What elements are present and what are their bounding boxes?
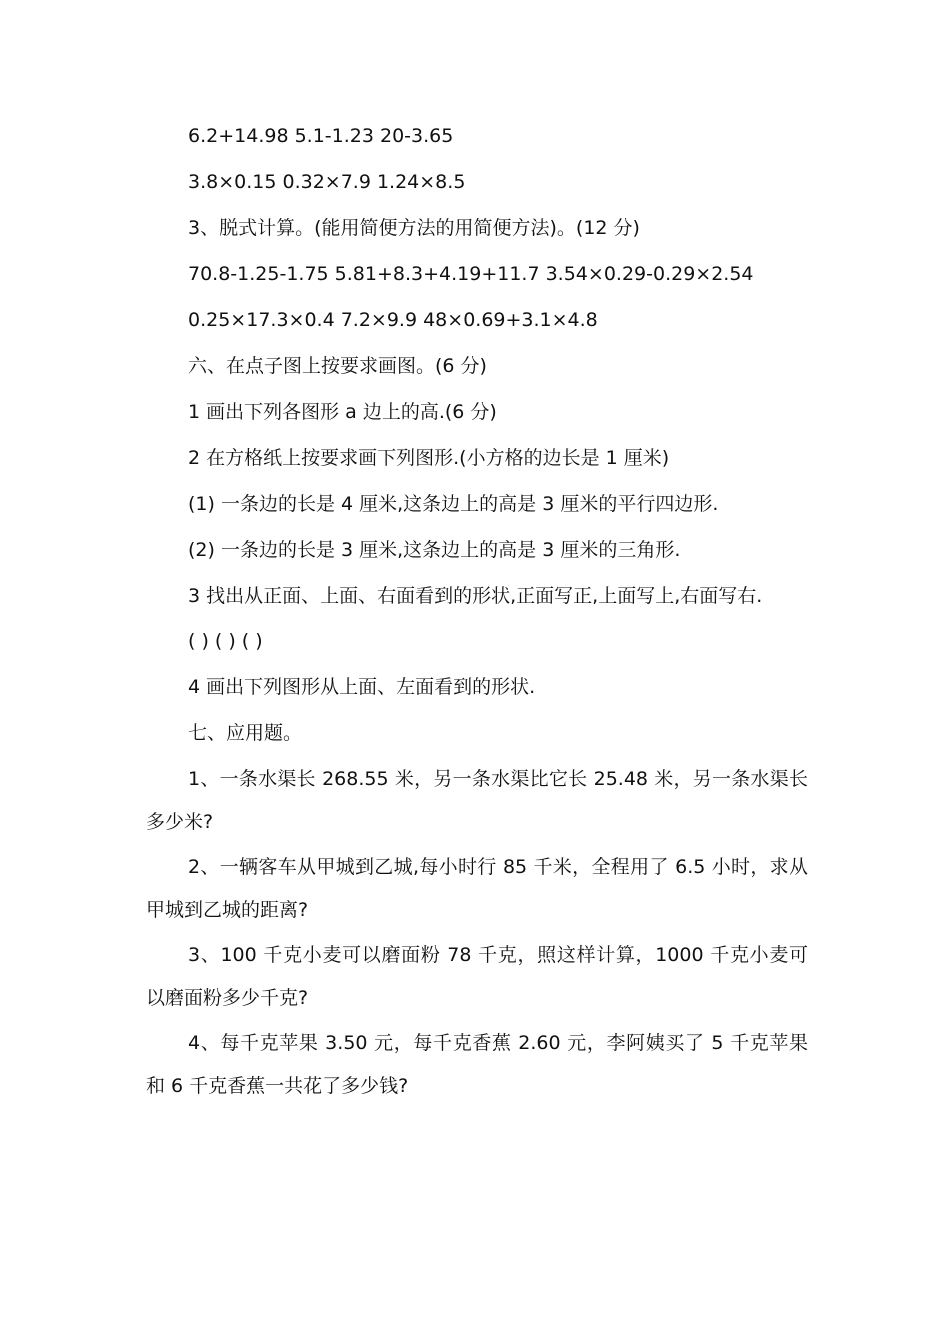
calc-row-3: 70.8-1.25-1.75 5.81+8.3+4.19+11.7 3.54×0.29-0.29×2.54 xyxy=(188,263,754,285)
question-6-2: 2 在方格纸上按要求画下列图形.(小方格的边长是 1 厘米) xyxy=(188,447,670,469)
document-body xyxy=(146,113,808,1108)
word-problem-3: 3、100 千克小麦可以磨面粉 78 千克，照这样计算，1000 千克小麦可以磨面粉多少千克? xyxy=(146,944,808,1009)
word-problem-2: 2、一辆客车从甲城到乙城,每小时行 85 千米，全程用了 6.5 小时，求从甲城到乙城的距离? xyxy=(146,856,808,921)
calc-row-4: 0.25×17.3×0.4 7.2×9.9 48×0.69+3.1×4.8 xyxy=(188,309,598,331)
question-6-3: 3 找出从正面、上面、右面看到的形状,正面写正,上面写上,右面写右. xyxy=(188,585,763,607)
section-3-heading: 3、脱式计算。(能用简便方法的用简便方法)。(12 分) xyxy=(188,217,640,239)
question-6-1: 1 画出下列各图形 a 边上的高.(6 分) xyxy=(188,401,497,423)
question-6-2-a: (1) 一条边的长是 4 厘米,这条边上的高是 3 厘米的平行四边形. xyxy=(188,493,719,515)
answer-blanks: ( ) ( ) ( ) xyxy=(188,630,263,652)
question-6-4: 4 画出下列图形从上面、左面看到的形状. xyxy=(188,676,536,698)
section-7-heading: 七、应用题。 xyxy=(188,722,303,744)
word-problem-4: 4、每千克苹果 3.50 元，每千克香蕉 2.60 元，李阿姨买了 5 千克苹果和 6 千克香蕉一共花了多少钱? xyxy=(146,1032,808,1097)
word-problem-1: 1、一条水渠长 268.55 米，另一条水渠比它长 25.48 米，另一条水渠长多少米? xyxy=(146,768,808,833)
calc-row-1: 6.2+14.98 5.1-1.23 20-3.65 xyxy=(188,125,454,147)
question-6-2-b: (2) 一条边的长是 3 厘米,这条边上的高是 3 厘米的三角形. xyxy=(188,539,681,561)
section-6-heading: 六、在点子图上按要求画图。(6 分) xyxy=(188,355,487,377)
calc-row-2: 3.8×0.15 0.32×7.9 1.24×8.5 xyxy=(188,171,466,193)
